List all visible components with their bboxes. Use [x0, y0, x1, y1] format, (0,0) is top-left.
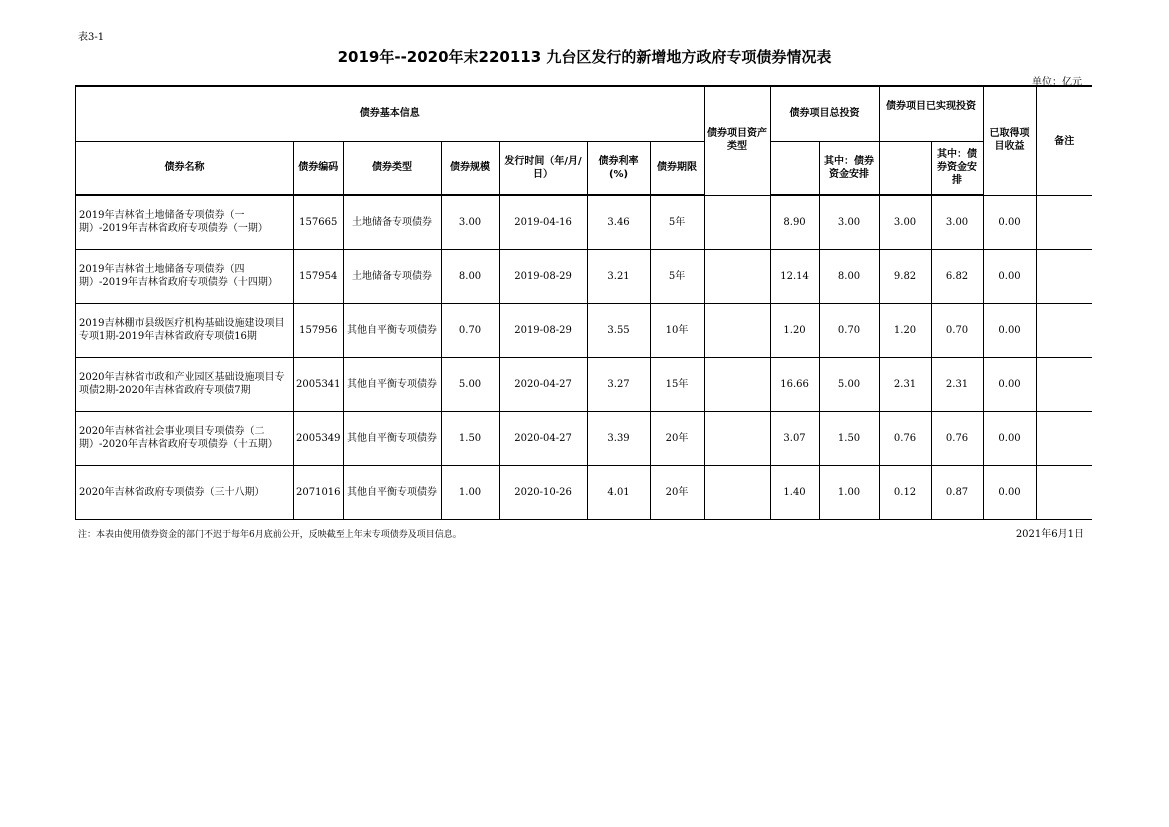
- table-row: [76, 357, 1093, 411]
- cell-asset-type: [704, 411, 770, 465]
- header-realized-invest-main: [879, 141, 931, 195]
- cell-scale: 0.70: [441, 303, 499, 357]
- cell-scale: 1.00: [441, 465, 499, 519]
- header-total-invest-main: [770, 141, 819, 195]
- cell-asset-type: [704, 195, 770, 249]
- cell-realized-invest-sub: 6.82: [931, 249, 983, 303]
- cell-type: 土地储备专项债券: [343, 249, 441, 303]
- cell-scale: 1.50: [441, 411, 499, 465]
- cell-issue-date: 2020-04-27: [499, 411, 587, 465]
- cell-income: 0.00: [983, 357, 1036, 411]
- cell-asset-type: [704, 303, 770, 357]
- header-basic-info: 债券基本信息: [76, 86, 705, 141]
- header-realized-invest: 债券项目已实现投资: [879, 86, 983, 141]
- cell-realized-invest: 3.00: [879, 195, 931, 249]
- cell-realized-invest: 2.31: [879, 357, 931, 411]
- cell-income: 0.00: [983, 465, 1036, 519]
- cell-scale: 3.00: [441, 195, 499, 249]
- cell-total-invest-sub: 3.00: [819, 195, 879, 249]
- cell-code: 2005349: [294, 411, 344, 465]
- cell-term: 20年: [650, 465, 704, 519]
- bond-table: [75, 85, 1092, 520]
- cell-scale: 5.00: [441, 357, 499, 411]
- cell-code: 157665: [294, 195, 344, 249]
- cell-realized-invest-sub: 0.76: [931, 411, 983, 465]
- cell-income: 0.00: [983, 303, 1036, 357]
- unit-label: 单位：亿元: [1032, 77, 1082, 88]
- cell-code: 157954: [294, 249, 344, 303]
- page-title: 2019年--2020年末220113 九台区发行的新增地方政府专项债券情况表: [337, 48, 832, 66]
- cell-income: 0.00: [983, 249, 1036, 303]
- table-row: [76, 195, 1093, 249]
- cell-type: 其他自平衡专项债券: [343, 465, 441, 519]
- header-income: 已取得项目收益: [983, 86, 1036, 195]
- header-name: 债券名称: [76, 141, 294, 195]
- cell-realized-invest-sub: 2.31: [931, 357, 983, 411]
- cell-rate: 3.55: [587, 303, 650, 357]
- cell-type: 其他自平衡专项债券: [343, 357, 441, 411]
- header-asset-type: 债券项目资产类型: [704, 86, 770, 195]
- header-total-invest: 债券项目总投资: [770, 86, 879, 141]
- cell-scale: 8.00: [441, 249, 499, 303]
- table-row: [76, 411, 1093, 465]
- footnote: 注：本表由使用债券资金的部门不迟于每年6月底前公开，反映截至上年末专项债券及项目信息。: [78, 530, 462, 540]
- header-term: 债券期限: [650, 141, 704, 195]
- cell-type: 其他自平衡专项债券: [343, 411, 441, 465]
- cell-asset-type: [704, 249, 770, 303]
- cell-income: 0.00: [983, 411, 1036, 465]
- header-remark: 备注: [1036, 86, 1092, 195]
- cell-name: 2019年吉林省土地储备专项债券（四期）-2019年吉林省政府专项债券（十四期）: [76, 249, 294, 303]
- header-issue-date: 发行时间（年/月/日）: [499, 141, 587, 195]
- cell-remark: [1036, 411, 1092, 465]
- header-code: 债券编码: [294, 141, 344, 195]
- cell-term: 10年: [650, 303, 704, 357]
- cell-remark: [1036, 465, 1092, 519]
- cell-total-invest: 12.14: [770, 249, 819, 303]
- cell-realized-invest-sub: 3.00: [931, 195, 983, 249]
- cell-rate: 3.39: [587, 411, 650, 465]
- cell-rate: 3.27: [587, 357, 650, 411]
- cell-realized-invest: 0.12: [879, 465, 931, 519]
- table-row: [76, 249, 1093, 303]
- cell-code: 2071016: [294, 465, 344, 519]
- cell-code: 157956: [294, 303, 344, 357]
- cell-total-invest: 1.40: [770, 465, 819, 519]
- cell-total-invest-sub: 5.00: [819, 357, 879, 411]
- table-number: 表3-1: [78, 32, 105, 43]
- cell-type: 土地储备专项债券: [343, 195, 441, 249]
- cell-name: 2020年吉林省政府专项债券（三十八期）: [76, 465, 294, 519]
- cell-name: 2019年吉林省土地储备专项债券（一期）-2019年吉林省政府专项债券（一期）: [76, 195, 294, 249]
- table-row: [76, 303, 1093, 357]
- header-type: 债券类型: [343, 141, 441, 195]
- cell-issue-date: 2019-08-29: [499, 249, 587, 303]
- cell-realized-invest: 9.82: [879, 249, 931, 303]
- cell-total-invest: 8.90: [770, 195, 819, 249]
- cell-total-invest: 1.20: [770, 303, 819, 357]
- cell-issue-date: 2020-10-26: [499, 465, 587, 519]
- cell-remark: [1036, 357, 1092, 411]
- cell-issue-date: 2019-04-16: [499, 195, 587, 249]
- cell-realized-invest-sub: 0.87: [931, 465, 983, 519]
- cell-realized-invest: 1.20: [879, 303, 931, 357]
- cell-term: 20年: [650, 411, 704, 465]
- cell-rate: 4.01: [587, 465, 650, 519]
- cell-name: 2020年吉林省社会事业项目专项债券（二期）-2020年吉林省政府专项债券（十五期）: [76, 411, 294, 465]
- cell-type: 其他自平衡专项债券: [343, 303, 441, 357]
- table-row: [76, 465, 1093, 519]
- cell-term: 5年: [650, 195, 704, 249]
- cell-total-invest-sub: 8.00: [819, 249, 879, 303]
- cell-issue-date: 2019-08-29: [499, 303, 587, 357]
- cell-total-invest: 16.66: [770, 357, 819, 411]
- cell-remark: [1036, 195, 1092, 249]
- cell-asset-type: [704, 465, 770, 519]
- cell-term: 15年: [650, 357, 704, 411]
- cell-realized-invest-sub: 0.70: [931, 303, 983, 357]
- cell-total-invest-sub: 1.00: [819, 465, 879, 519]
- cell-income: 0.00: [983, 195, 1036, 249]
- header-scale: 债券规模: [441, 141, 499, 195]
- cell-rate: 3.46: [587, 195, 650, 249]
- cell-remark: [1036, 303, 1092, 357]
- cell-realized-invest: 0.76: [879, 411, 931, 465]
- cell-issue-date: 2020-04-27: [499, 357, 587, 411]
- cell-rate: 3.21: [587, 249, 650, 303]
- date-label: 2021年6月1日: [1015, 529, 1084, 540]
- cell-code: 2005341: [294, 357, 344, 411]
- cell-total-invest-sub: 0.70: [819, 303, 879, 357]
- cell-remark: [1036, 249, 1092, 303]
- cell-asset-type: [704, 357, 770, 411]
- header-total-invest-sub: 其中：债券资金安排: [819, 141, 879, 195]
- cell-name: 2019吉林棚市县级医疗机构基础设施建设项目专项1期-2019年吉林省政府专项债16期: [76, 303, 294, 357]
- cell-total-invest: 3.07: [770, 411, 819, 465]
- cell-term: 5年: [650, 249, 704, 303]
- cell-name: 2020年吉林省市政和产业园区基础设施项目专项债2期-2020年吉林省政府专项债7期: [76, 357, 294, 411]
- cell-total-invest-sub: 1.50: [819, 411, 879, 465]
- header-realized-invest-sub: 其中：债券资金安排: [931, 141, 983, 195]
- header-rate: 债券利率(%): [587, 141, 650, 195]
